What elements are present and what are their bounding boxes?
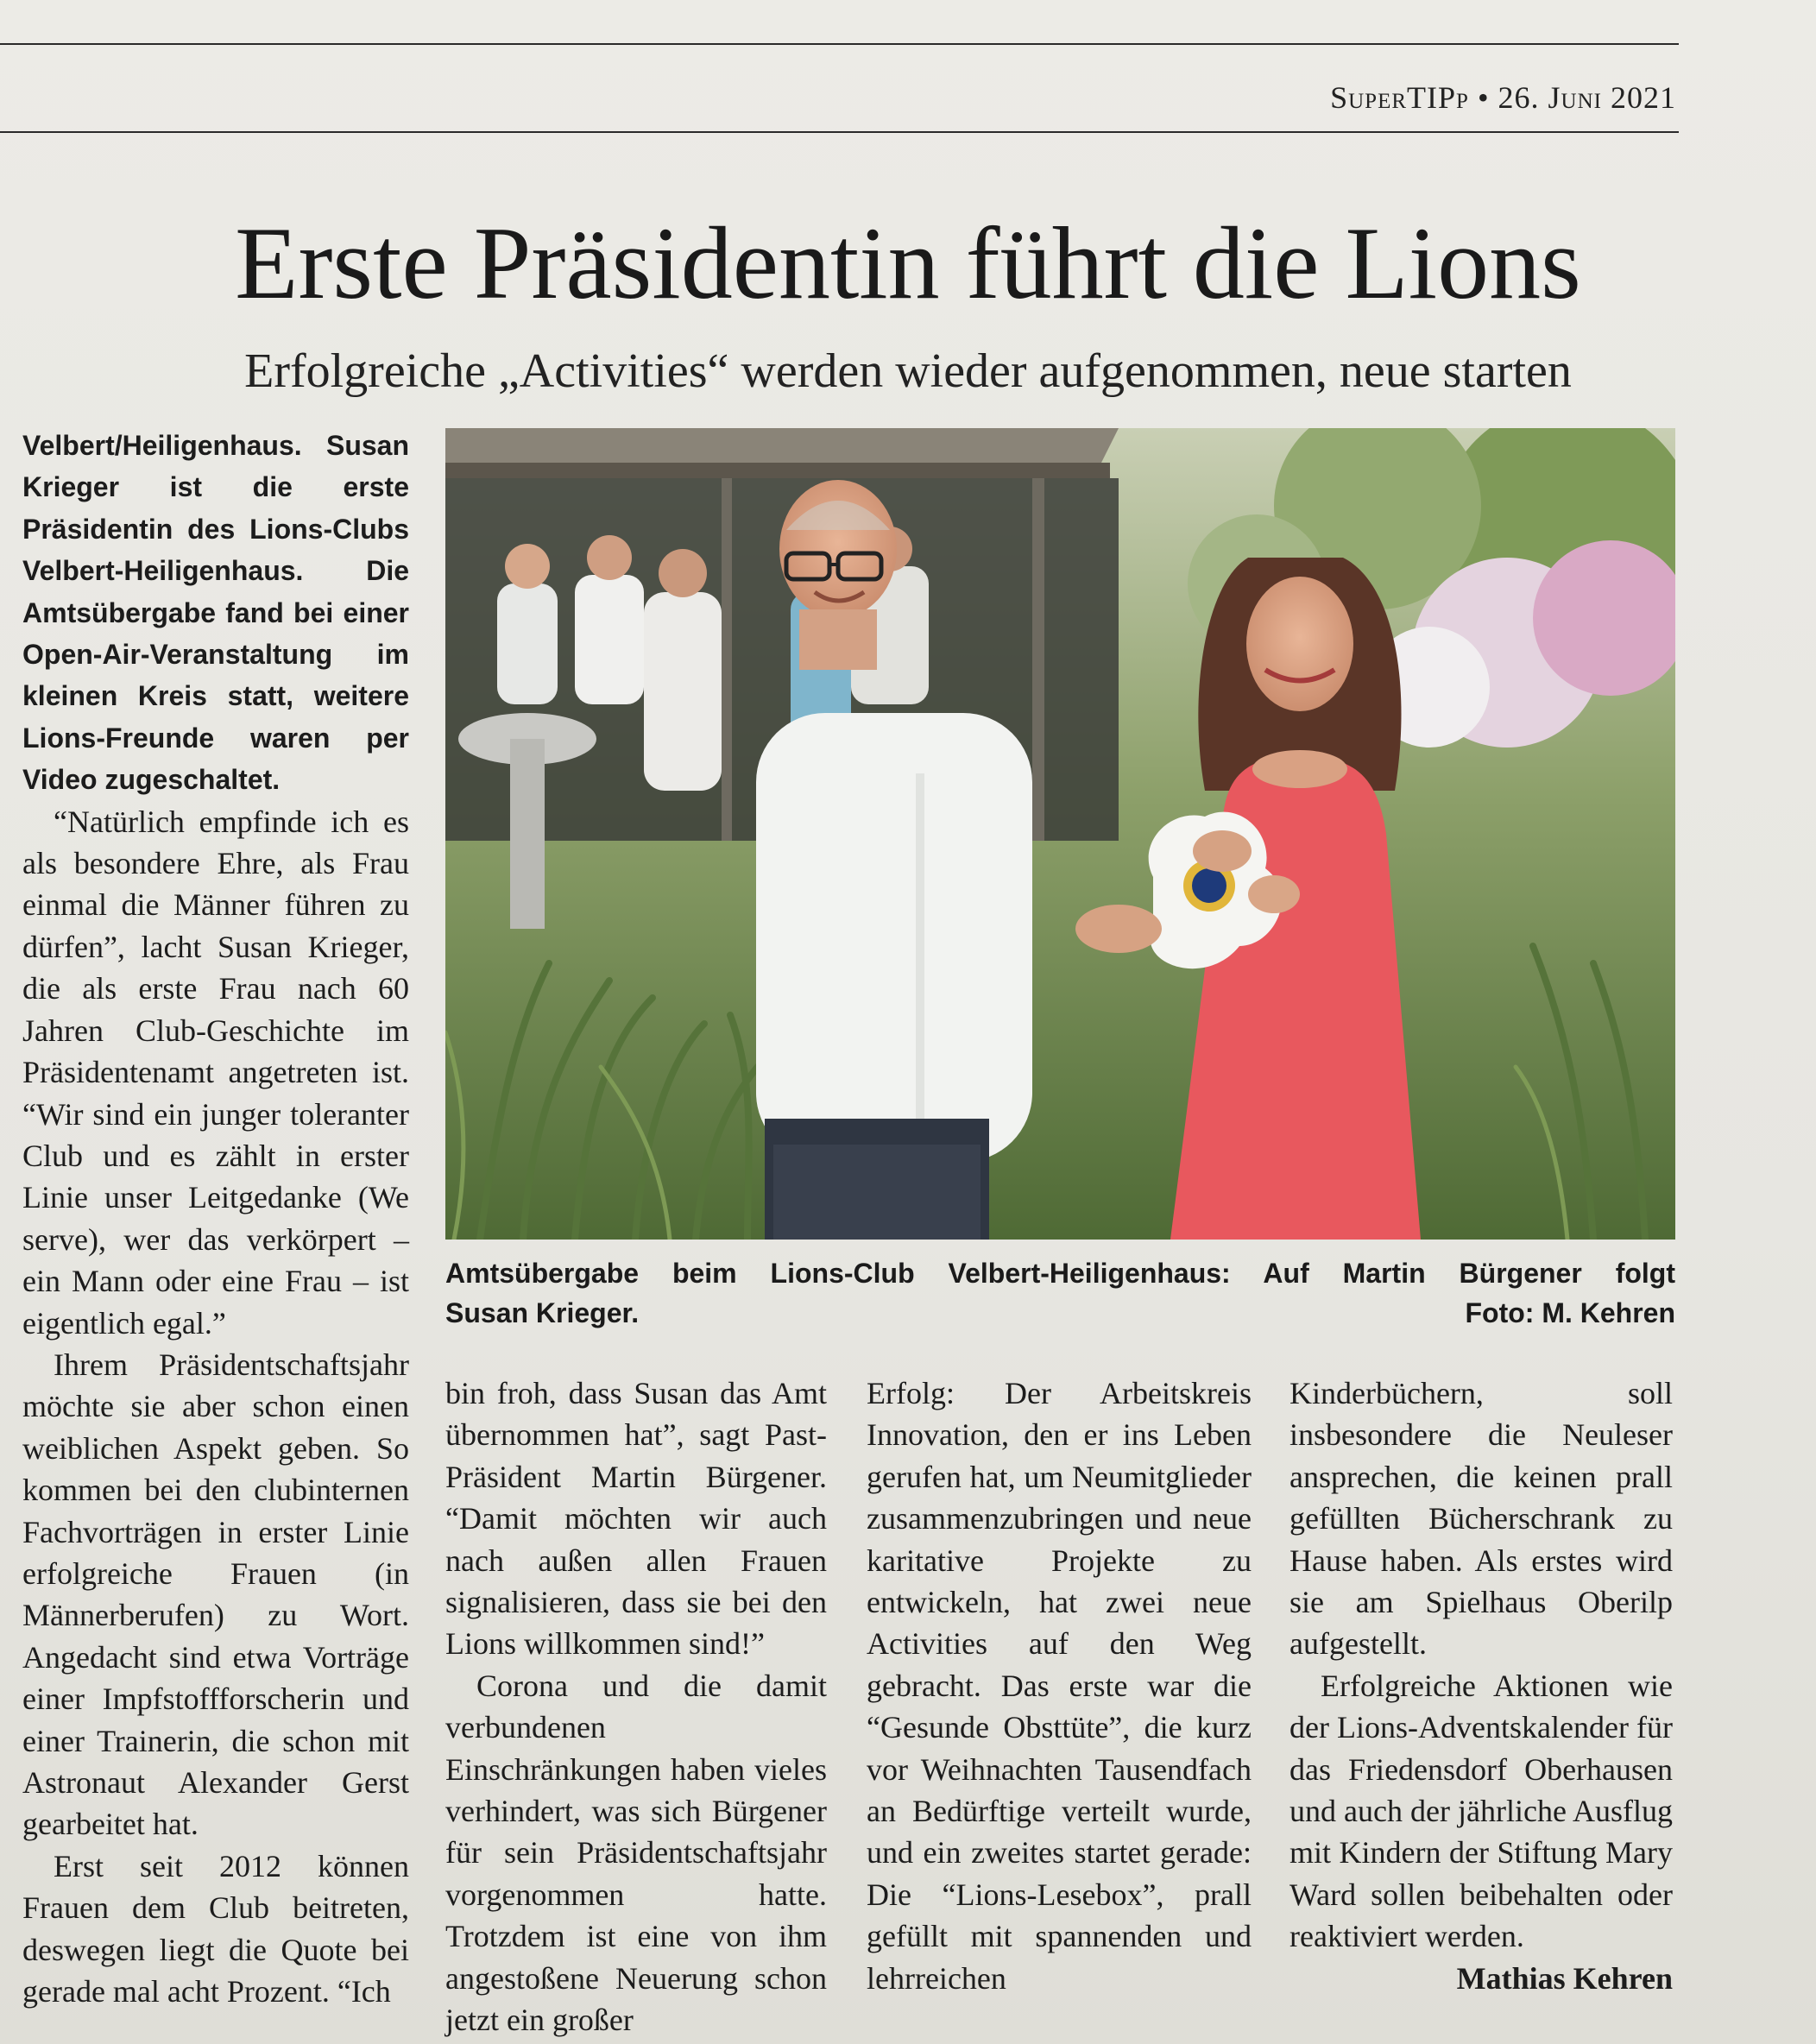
col2-paragraph-1: bin froh, dass Susan das Amt übernommen hat”, sagt Past-Präsident Martin Bürgener. “Damit möchten wir auch nach außen allen Frauen signalisieren, dass sie bei den Lions willkommen sind!” bbox=[445, 1376, 827, 1662]
caption-line-2-text: Susan Krieger. bbox=[445, 1297, 640, 1328]
subheadline: Erfolgreiche „Activities“ werden wieder aufgenommen, neue starten bbox=[244, 344, 1572, 398]
col2-paragraph-2: Corona und die damit verbundenen Einschränkungen haben vieles verhindert, was sich Bürgener für sein Präsidentschaftsjahr vorgenommen hatte. Trotzdem ist eine von ihm angestoßene Neuerung schon jetzt ein großer bbox=[445, 1668, 827, 2038]
column-4 bbox=[1289, 1372, 1673, 1999]
author-name: Mathias Kehren bbox=[1456, 1960, 1673, 1996]
issue-date: 26. Juni 2021 bbox=[1498, 80, 1676, 115]
masthead-rule bbox=[0, 131, 1679, 133]
photo-caption bbox=[445, 1253, 1675, 1333]
photo-credit: Foto: M. Kehren bbox=[1465, 1297, 1675, 1328]
col4-paragraph-2 bbox=[1289, 1665, 1673, 1996]
headline: Erste Präsidentin führt die Lions bbox=[235, 205, 1581, 320]
article-photo bbox=[445, 428, 1675, 1240]
col4-paragraph-1: Kinderbüchern, soll insbesondere die Neuleser ansprechen, die keinen prall gefüllten Bücherschrank zu Hause haben. Als erstes wird sie am Spielhaus Oberilp aufgestellt. bbox=[1289, 1376, 1673, 1662]
top-rule bbox=[0, 43, 1679, 45]
column-2 bbox=[445, 1372, 827, 2041]
column-3 bbox=[867, 1372, 1252, 1999]
caption-line-2 bbox=[445, 1293, 1675, 1333]
col1-paragraph-1: “Natürlich empfinde ich es als besondere Ehre, als Frau einmal die Männer führen zu dürfen”, lacht Susan Krieger, die als erste Frau nach 60 Jahren Club-Geschichte im Präsidentenamt angetreten ist. “Wir sind ein junger toleranter Club und es zählt in erster Linie unser Leitgedanke (We serve), wer das verkörpert – ein Mann oder eine Frau – ist eigentlich egal.” bbox=[22, 804, 409, 1341]
masthead-bullet: • bbox=[1477, 80, 1498, 115]
col1-paragraph-3: Erst seit 2012 können Frauen dem Club beitreten, deswegen liegt die Quote bei gerade mal acht Prozent. “Ich bbox=[22, 1848, 409, 2009]
col3-paragraph-1: Erfolg: Der Arbeitskreis Innovation, den er ins Leben gerufen hat, um Neumitglieder zusammenzubringen und neue karitative Projekte zu entwickeln, hat zwei neue Activities auf den Weg gebracht. Das erste war die “Gesunde Obsttüte”, die kurz vor Weihnachten Tausendfach an Bedürftige verteilt wurde, und ein zweites startet gerade: Die “Lions-Lesebox”, prall gefüllt mit spannenden und lehrreichen bbox=[867, 1376, 1252, 1996]
column-1 bbox=[22, 425, 409, 2012]
lead-paragraph: Velbert/Heiligenhaus. Susan Krieger ist die erste Präsidentin des Lions-Clubs Velbert-Heiligenhaus. Die Amtsübergabe fand bei einer Open-Air-Veranstaltung im kleinen Kreis statt, weitere Lions-Freunde waren per Video zugeschaltet. bbox=[22, 430, 409, 796]
photo-illustration bbox=[445, 428, 1675, 1240]
caption-line-1: Amtsübergabe beim Lions-Club Velbert-Heiligenhaus: Auf Martin Bürgener folgt bbox=[445, 1258, 1675, 1289]
col1-paragraph-2: Ihrem Präsidentschaftsjahr möchte sie aber schon einen weiblichen Aspekt geben. So kommen bei den clubinternen Fachvorträgen in erster Linie erfolgreiche Frauen (in Männerberufen) zu Wort. Angedacht sind etwa Vorträge einer Impfstoffforscherin und einer Trainerin, die schon mit Astronaut Alexander Gerst gearbeitet hat. bbox=[22, 1347, 409, 1842]
masthead bbox=[1330, 79, 1676, 116]
paper-name: SuperTIPp bbox=[1330, 80, 1469, 115]
col4-paragraph-2-text: Erfolgreiche Aktionen wie der Lions-Adventskalender für das Friedensdorf Oberhausen und auch der jährliche Ausflug mit Kindern der Stiftung Mary Ward sollen beibehalten oder reaktiviert werden. bbox=[1289, 1668, 1673, 1954]
